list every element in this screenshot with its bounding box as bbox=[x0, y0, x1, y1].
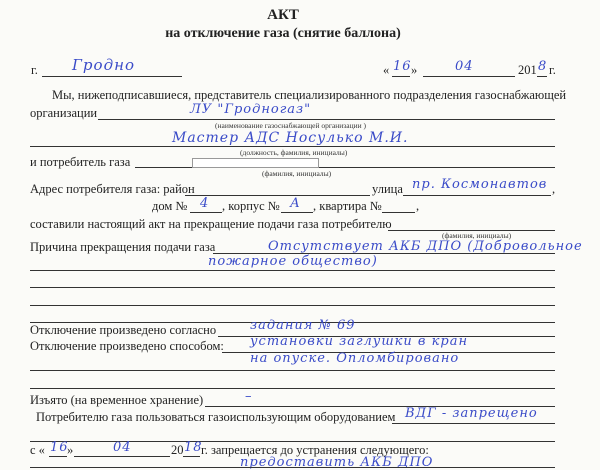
day-close-quote: » bbox=[411, 63, 418, 77]
reason-label: Причина прекращения подачи газа bbox=[30, 240, 216, 254]
year-prefix: 201 bbox=[518, 63, 537, 77]
method-value-2: на опуске. Опломбировано bbox=[250, 351, 460, 366]
organization-label: организации bbox=[30, 106, 98, 120]
building-value: А bbox=[290, 196, 301, 211]
consumer-caption: (фамилия, инициалы) bbox=[262, 169, 332, 178]
condition-line bbox=[30, 467, 555, 468]
year-value: 8 bbox=[538, 59, 548, 74]
method-value-1: установки заглушки в кран bbox=[250, 334, 469, 349]
position-caption: (должность, фамилия, инициалы) bbox=[240, 148, 348, 157]
blank-line bbox=[30, 270, 555, 271]
city-label: г. bbox=[31, 63, 38, 77]
blank-line bbox=[30, 287, 555, 288]
organization-value: ЛУ "Гродногаз" bbox=[190, 102, 312, 117]
street-label: улица bbox=[372, 182, 403, 196]
organization-caption: (наименование газоснабжающей организации ) bbox=[215, 121, 366, 130]
document-title: АКТ bbox=[267, 7, 299, 23]
according-value: задания № 69 bbox=[250, 318, 356, 333]
seized-value: – bbox=[245, 389, 253, 404]
equipment-value: ВДГ - запрещено bbox=[405, 406, 538, 421]
composed-caption: (фамилия, инициалы) bbox=[442, 231, 512, 240]
position-line bbox=[30, 146, 555, 147]
method-label: Отключение произведено способом: bbox=[30, 339, 224, 353]
reason-value-1: Отсутствует АКБ ДПО (Добровольное bbox=[268, 239, 583, 254]
apartment-label: , квартира № bbox=[313, 199, 382, 213]
reason-value-2: пожарное общество) bbox=[208, 254, 378, 269]
house-line bbox=[190, 212, 222, 213]
day-line bbox=[392, 76, 410, 77]
blank-line bbox=[30, 441, 555, 442]
from-label: с « bbox=[30, 443, 45, 457]
month2-value: 04 bbox=[113, 440, 132, 455]
building-label: , корпус № bbox=[222, 199, 280, 213]
building-line bbox=[281, 212, 313, 213]
city-line bbox=[42, 76, 182, 77]
day2-line bbox=[49, 456, 67, 457]
year-line bbox=[537, 76, 547, 77]
organization-line bbox=[98, 119, 555, 120]
district-line bbox=[185, 195, 370, 196]
day-value: 16 bbox=[393, 59, 412, 74]
year2-value: 18 bbox=[184, 440, 203, 455]
redaction-box bbox=[192, 158, 319, 168]
consumer-label: и потребитель газа bbox=[30, 155, 131, 169]
house-value: 4 bbox=[200, 196, 210, 211]
year2-line bbox=[183, 456, 200, 457]
according-label: Отключение произведено согласно bbox=[30, 323, 217, 337]
street-comma: , bbox=[552, 182, 556, 196]
equipment-line bbox=[392, 423, 555, 424]
apartment-comma: , bbox=[416, 199, 420, 213]
blank-line bbox=[30, 370, 555, 371]
position-value: Мастер АДС Носулько М.И. bbox=[172, 130, 409, 146]
month-value: 04 bbox=[455, 59, 474, 74]
blank-line bbox=[30, 388, 555, 389]
condition-value: предоставить АКБ ДПО bbox=[240, 455, 434, 470]
month-line bbox=[423, 76, 515, 77]
year2-prefix: 20 bbox=[171, 443, 184, 457]
house-label: дом № bbox=[152, 199, 188, 213]
intro-text: Мы, нижеподписавшиеся, представитель специализированного подразделения газоснабжающей bbox=[52, 88, 567, 102]
equipment-label: Потребителю газа пользоваться газоиспользующим оборудованием bbox=[36, 410, 396, 424]
composed-text: составили настоящий акт на прекращение подачи газа потребителю bbox=[30, 217, 392, 231]
seized-label: Изъято (на временное хранение) bbox=[30, 393, 204, 407]
blank-line bbox=[30, 305, 555, 306]
day2-value: 16 bbox=[50, 440, 69, 455]
street-value: пр. Космонавтов bbox=[412, 177, 548, 192]
city-value: Гродно bbox=[72, 56, 135, 74]
from-close-quote: » bbox=[67, 443, 74, 457]
forbidden-text: г. запрещается до устранения следующего: bbox=[201, 443, 429, 457]
apartment-line bbox=[382, 212, 415, 213]
document-subtitle: на отключение газа (снятие баллона) bbox=[165, 26, 401, 41]
month2-line bbox=[74, 456, 170, 457]
street-line bbox=[403, 195, 551, 196]
address-label: Адрес потребителя газа: район bbox=[30, 182, 195, 196]
day-open-quote: « bbox=[383, 63, 390, 77]
year-suffix: г. bbox=[549, 63, 556, 77]
